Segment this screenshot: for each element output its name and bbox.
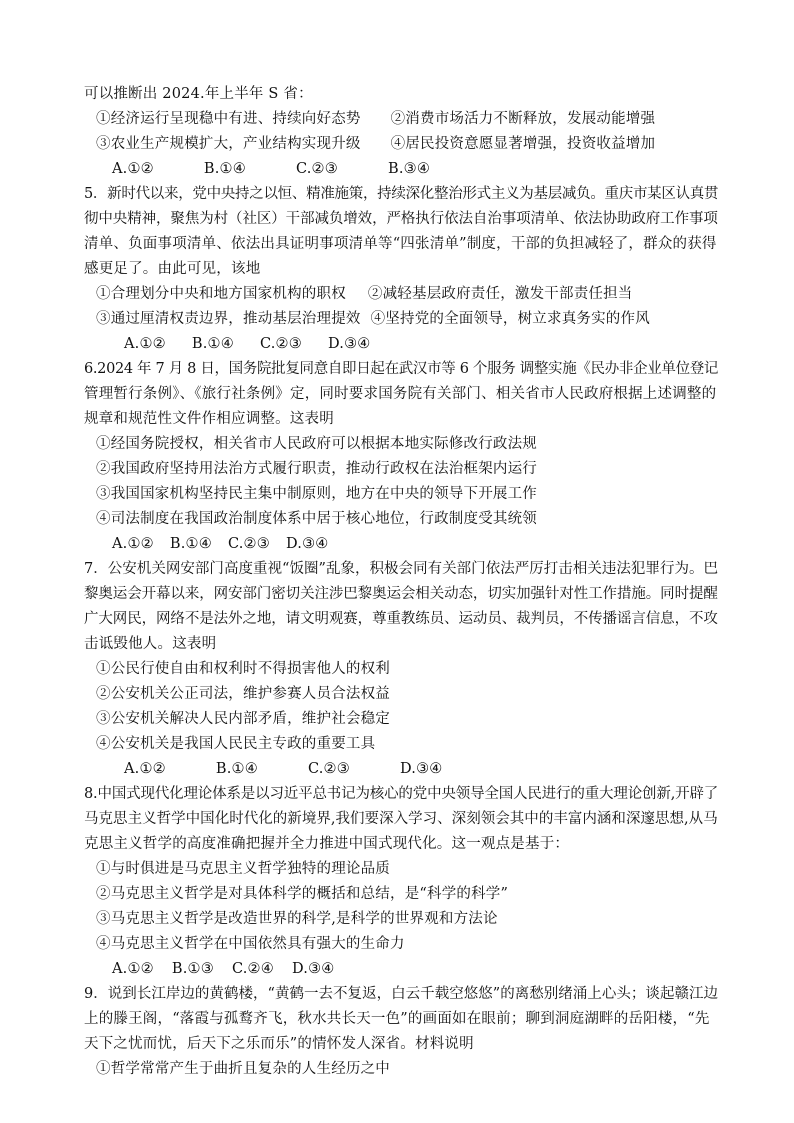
choice-a: A.①② [112, 961, 154, 977]
option-line [96, 309, 650, 329]
choice-c: C.②③ [259, 336, 302, 352]
option-1: ①公民行使自由和权利时不得损害他人的权利 [96, 661, 390, 677]
choice-a: A.①② [112, 536, 154, 552]
question-5: 5．新时代以来，党中央持之以恒、精准施策，持续深化整治形式主义为基层减负。重庆市某区认真贯 [84, 186, 719, 202]
option-2: ②减轻基层政府责任，激发干部责任担当 [367, 286, 633, 302]
option-2: ②马克思主义哲学是对具体科学的概括和总结，是“科学的科学” [96, 886, 509, 902]
text-line: 感更足了。由此可见，该地 [84, 261, 261, 277]
option-1: ①合理划分中央和地方国家机构的职权 [96, 286, 346, 302]
text-line: 规章和规范性文件作相应调整。这表明 [84, 411, 334, 427]
option-4: ④居民投资意愿显著增强，投资收益增加 [390, 136, 656, 152]
option-3: ③通过厘清权责边界，推动基层治理提效 [96, 311, 361, 327]
option-2: ②我国政府坚持用法治方式履行职责，推动行政权在法治框架内运行 [96, 461, 537, 477]
option-4: ④司法制度在我国政治制度体系中居于核心地位，行政制度受其统领 [96, 511, 537, 527]
choice-b: B.①③ [171, 961, 214, 977]
text-line: 克思主义哲学的高度准确把握并全力推进中国式现代化。这一观点是基于： [84, 836, 570, 852]
question-9: 9．说到长江岸边的黄鹤楼，“黄鹤一去不复返，白云千载空悠悠”的离愁别绪涌上心头；谈起赣江边 [84, 986, 719, 1002]
option-4: ④马克思主义哲学在中国依然具有强大的生命力 [96, 936, 405, 952]
text-line: 马克思主义哲学中国化时代化的新境界,我们要深入学习、深刻领会其中的丰富内涵和深邃思想,从马 [84, 811, 718, 827]
question-6: 6.2024 年 7 月 8 日，国务院批复同意自即日起在武汉市等 6 个服务 调整实施《民办非企业单位登记 [84, 361, 719, 377]
choice-a: A.①② [124, 336, 166, 352]
text-line: 清单、负面事项清单、依法出具证明事项清单等“四张清单”制度，干部的负担减轻了，群众的获得 [84, 236, 717, 252]
text-line: 管理暂行条例》、《旅行社条例》定，同时要求国务院有关部门、相关省市人民政府根据上述调整的 [84, 386, 717, 402]
option-4: ④公安机关是我国人民民主专政的重要工具 [96, 736, 376, 752]
choice-b: B.①④ [203, 161, 246, 177]
option-1: ①经济运行呈现稳中有进、持续向好态势 [96, 111, 361, 127]
option-1: ①经国务院授权，相关省市人民政府可以根据本地实际修改行政法规 [96, 436, 537, 452]
answer-choices [112, 959, 335, 979]
choice-d: B.③④ [387, 161, 431, 177]
text-line: 击诋毁他人。这表明 [84, 636, 217, 652]
question-7: 7．公安机关网安部门高度重视“饭圈”乱象，积极会同有关部门依法严厉打击相关违法犯罪行为。巴 [84, 561, 719, 577]
choice-d: D.③④ [291, 961, 335, 977]
choice-b: B.①④ [215, 761, 258, 777]
choice-c: C.②③ [307, 761, 350, 777]
option-1: ①与时俱进是马克思主义哲学独特的理论品质 [96, 861, 390, 877]
choice-c: C.②③ [227, 536, 270, 552]
text-line: 广大网民，网络不是法外之地，请文明观赛，尊重教练员、运动员、裁判员，不传播谣言信息，不攻 [84, 611, 718, 627]
option-3: ③公安机关解决人民内部矛盾，维护社会稳定 [96, 711, 390, 727]
choice-c: C.②④ [231, 961, 274, 977]
answer-choices [124, 759, 443, 779]
choice-c: C.②③ [295, 161, 338, 177]
answer-choices [112, 534, 329, 554]
option-1: ①哲学常常产生于曲折且复杂的人生经历之中 [96, 1061, 390, 1077]
text-line: 上的滕王阁，“落霞与孤鹜齐飞，秋水共长天一色”的画面如在眼前；聊到洞庭湖畔的岳阳楼，“先 [84, 1011, 710, 1027]
option-3: ③我国国家机构坚持民主集中制原则，地方在中央的领导下开展工作 [96, 486, 537, 502]
option-2: ②消费市场活力不断释放，发展动能增强 [390, 111, 656, 127]
option-3: ③农业生产规模扩大，产业结构实现升级 [96, 136, 361, 152]
text-line: 天下之忧而忧，后天下之乐而乐”的情怀发人深省。材料说明 [84, 1036, 474, 1052]
choice-a: A.①② [124, 761, 166, 777]
choice-a: A.①② [112, 161, 154, 177]
option-2: ②公安机关公正司法，维护参赛人员合法权益 [96, 686, 390, 702]
text-line: 黎奥运会开幕以来，网安部门密切关注涉巴黎奥运会相关动态，切实加强针对性工作措施。同时提醒 [84, 586, 718, 602]
choice-b: B.①④ [169, 536, 212, 552]
choice-d: D.③④ [399, 761, 443, 777]
choice-d: D.③④ [327, 336, 371, 352]
option-line [96, 284, 633, 304]
answer-choices [124, 334, 371, 354]
text-line: 彻中央精神，聚焦为村（社区）干部减负增效，严格执行依法自治事项清单、依法协助政府工作事项 [84, 211, 718, 227]
option-line [96, 134, 655, 154]
option-3: ③马克思主义哲学是改造世界的科学,是科学的世界观和方法论 [96, 911, 498, 927]
choice-d: D.③④ [285, 536, 329, 552]
option-line [96, 109, 655, 129]
answer-choices [112, 159, 430, 179]
option-4: ④坚持党的全面领导，树立求真务实的作风 [370, 311, 650, 327]
text-line: 可以推断出 2024.年上半年 S 省： [84, 86, 313, 102]
question-8: 8.中国式现代化理论体系是以习近平总书记为核心的党中央领导全国人民进行的重大理论创新,开辟了 [84, 786, 719, 802]
choice-b: B.①④ [191, 336, 234, 352]
